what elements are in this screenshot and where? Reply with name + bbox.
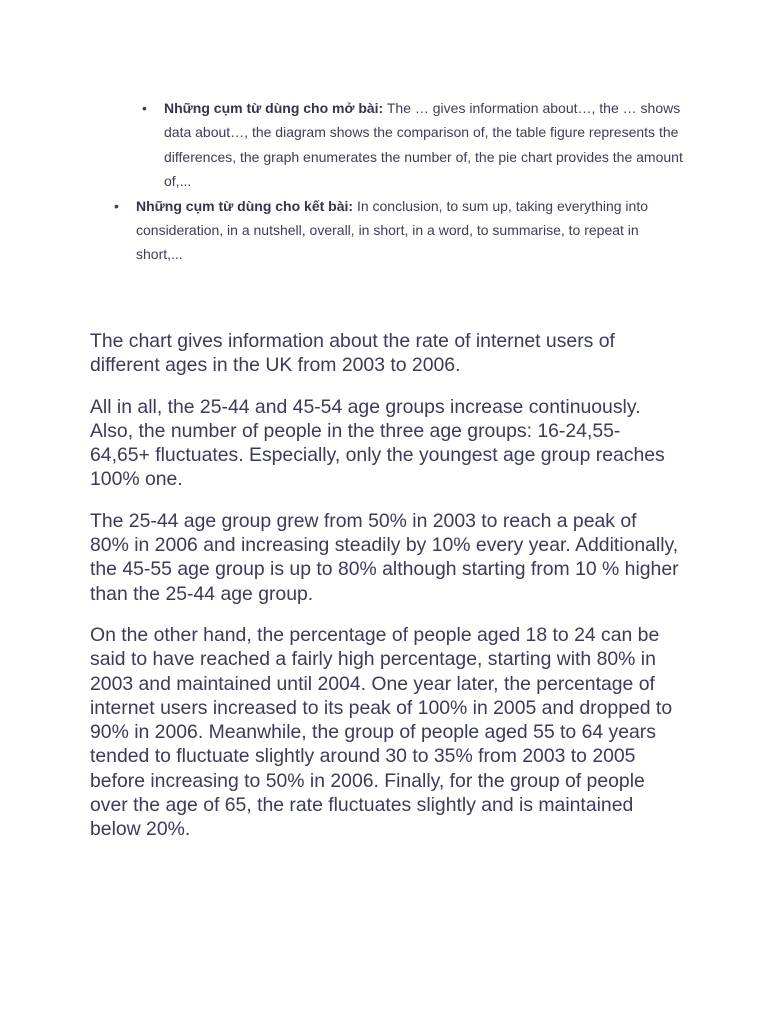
essay-introduction: The chart gives information about the rate of internet users of different ages in the UK from 2003 to 2006. — [90, 330, 615, 377]
bullet-label: Những cụm từ dùng cho kết bài: — [136, 197, 354, 214]
essay-overview: All in all, the 25-44 and 45-54 age groups increase continuously. Also, the number of people in the three age groups: 16-24,55-64,65+ fluctuates. Especially, only the youngest age group reaches 100% one. — [90, 395, 665, 491]
essay-body-paragraph-1: The 25-44 age group grew from 50% in 2003 to reach a peak of 80% in 2006 and increasing steadily by 10% every year. Additionally, the 45-55 age group is up to 80% although starting from 10 % higher than the 25-44 age group. — [90, 509, 679, 605]
bullet-text: In conclusion, to sum up, taking everything into consideration, in a nutshell, overall, in short, in a word, to summarise, to repeat in short,... — [136, 197, 649, 263]
phrase-bullet-list — [108, 96, 688, 267]
bullet-dot-icon: • — [142, 100, 147, 116]
bullet-opening-phrases — [136, 96, 688, 194]
bullet-dot-icon: • — [114, 197, 119, 214]
bullet-closing-phrases — [108, 194, 688, 267]
bullet-text: The … gives information about…, the … shows data about…, the diagram shows the comparison of, the table figure represents the differences, the graph enumerates the number of, the pie chart provides the amount of,... — [164, 100, 683, 190]
essay-body — [90, 329, 680, 859]
bullet-label: Những cụm từ dùng cho mở bài: — [164, 100, 384, 116]
essay-body-paragraph-2: On the other hand, the percentage of people aged 18 to 24 can be said to have reached a fairly high percentage, starting with 80% in 2003 and maintained until 2004. One year later, the percentage of internet users increased to its peak of 100% in 2005 and dropped to 90% in 2006. Meanwhile, the group of people aged 55 to 64 years tended to fluctuate slightly around 30 to 35% from 2003 to 2005 before increasing to 50% in 2006. Finally, for the group of people over the age of 65, the rate fluctuates slightly and is maintained below 20%. — [90, 623, 673, 841]
